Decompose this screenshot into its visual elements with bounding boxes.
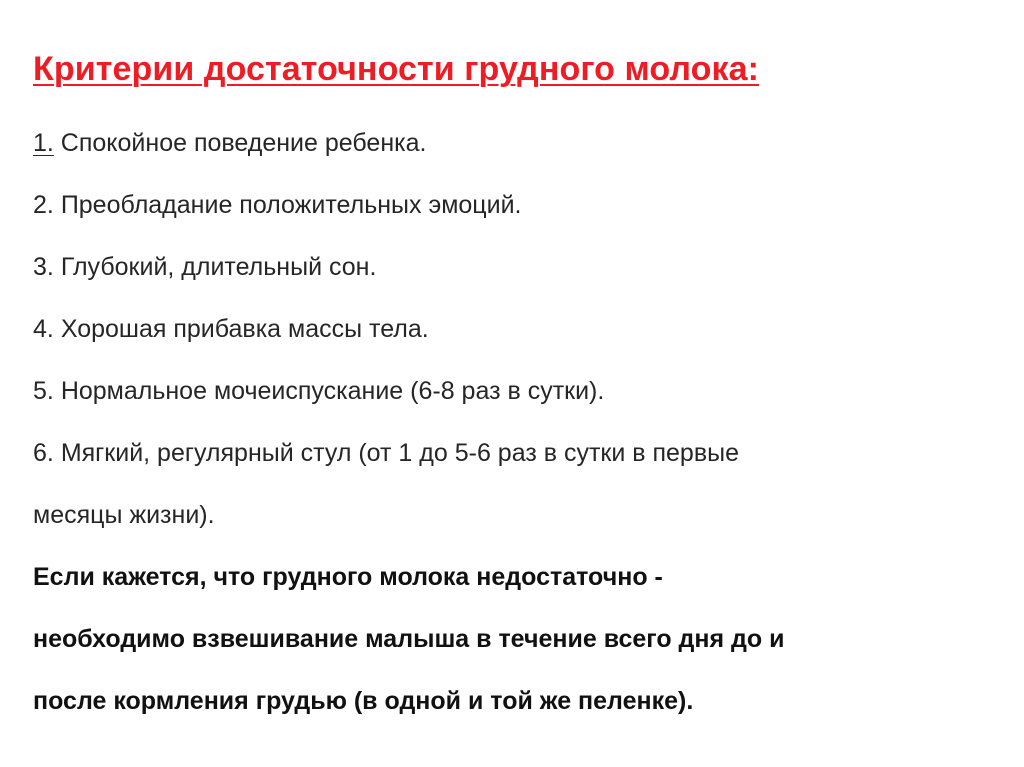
list-item-3 [33, 255, 376, 280]
list-item-4 [33, 317, 429, 342]
list-item-text: Глубокий, длительный сон. [60, 253, 377, 281]
list-item-number: 3. [33, 253, 54, 281]
list-item-number: 5. [33, 377, 54, 405]
list-item-text: Мягкий, регулярный стул (от 1 до 5-6 раз в сутки в первые [60, 439, 739, 467]
list-item-6 [33, 441, 739, 466]
list-item-text: Нормальное мочеиспускание (6-8 раз в сутки). [60, 377, 605, 405]
note-line-1: Если кажется, что грудного молока недостаточно - [33, 563, 663, 591]
list-item-number: 6. [33, 439, 54, 467]
list-item-text: Хорошая прибавка массы тела. [60, 315, 429, 343]
list-item-number: 4. [33, 315, 54, 343]
list-item-text: Спокойное поведение ребенка. [53, 129, 427, 157]
list-item-text: месяцы жизни). [33, 501, 215, 529]
note-line-3: после кормления грудью (в одной и той же пеленке). [33, 687, 694, 715]
list-item-1 [33, 131, 426, 156]
note-line-2: необходимо взвешивание малыша в течение всего дня до и [33, 625, 785, 653]
list-item-text: Преобладание положительных эмоций. [60, 191, 522, 219]
list-item-number: 1. [33, 129, 54, 157]
list-item-number: 2. [33, 191, 54, 219]
list-item-2 [33, 193, 521, 218]
list-item-6-continuation [33, 503, 215, 528]
list-item-5 [33, 379, 604, 404]
slide-title: Критерии достаточности грудного молока: [33, 50, 760, 88]
